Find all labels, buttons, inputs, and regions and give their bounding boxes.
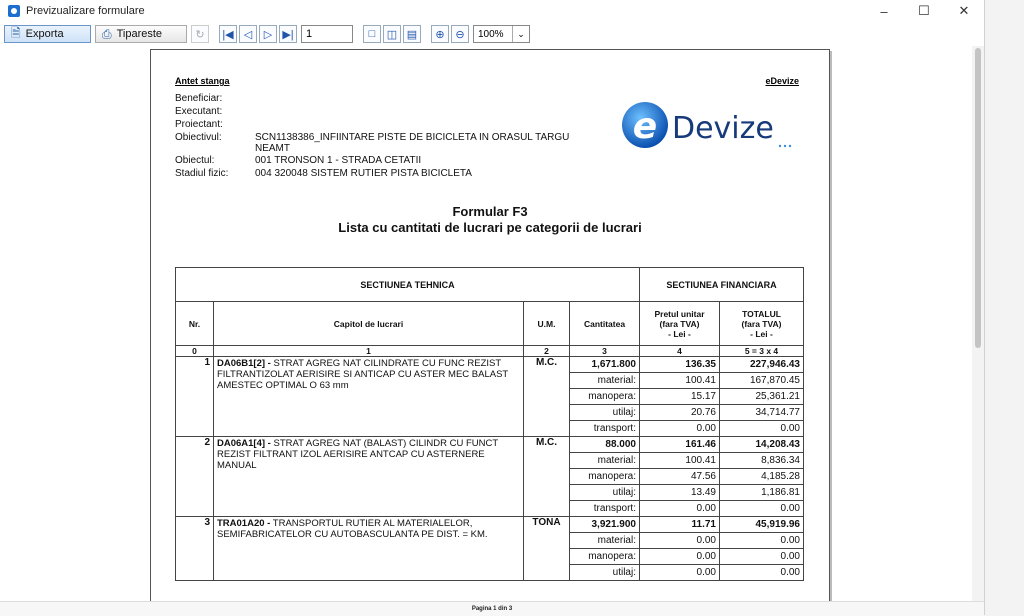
section-fin-header: SECTIUNEA FINANCIARA [640,268,804,302]
breakdown-row: material: 100.41 8,836.34 [176,453,804,469]
app-icon [8,5,20,17]
logo-letter: e [632,106,658,147]
col-um-header: U.M. [524,302,570,346]
item-qty: 1,671.800 [570,357,640,373]
item-qty: 3,921.900 [570,517,640,533]
info-row: Obiectivul: SCN1138386_INFIINTARE PISTE DE BICICLETA IN ORASUL TARGU NEAMT [175,132,570,154]
minimize-button[interactable]: – [880,3,888,19]
last-page-icon[interactable]: ▶| [279,25,297,43]
index-cell: 5 = 3 x 4 [720,346,804,357]
form-subtitle: Lista cu cantitati de lucrari pe categorii de lucrari [338,220,642,235]
section-tech-header: SECTIUNEA TEHNICA [176,268,640,302]
item-price: 136.35 [640,357,720,373]
refresh-icon[interactable]: ↻ [191,25,209,43]
col-unit-price-header: Pretul unitar (fara TVA) - Lei - [640,302,720,346]
project-info [175,92,595,180]
item-description: TRA01A20 - TRANSPORTUL RUTIER AL MATERIALELOR, SEMIFABRICATELOR CU AUTOBASCULANTA PE DIST. = KM. [214,517,524,581]
zoom-out-icon[interactable]: ⊖ [451,25,469,43]
edevize-logo [620,98,800,153]
item-price: 11.71 [640,517,720,533]
info-row: Beneficiar: [175,93,223,104]
close-button[interactable]: ✕ [958,3,970,18]
scrollbar-thumb[interactable] [975,48,981,348]
table-row [176,517,804,533]
table-row [176,357,804,373]
breakdown-row: manopera: 0.00 0.00 [176,549,804,565]
zoom-select[interactable] [473,25,530,43]
breakdown-row: transport: 0.00 0.00 [176,421,804,437]
preview-viewport[interactable] [0,46,984,601]
export-button[interactable] [4,25,91,43]
breakdown-row: manopera: 15.17 25,361.21 [176,389,804,405]
breakdown-row: utilaj: 20.76 34,714.77 [176,405,804,421]
window-title: Previzualizare formulare [26,5,145,17]
toolbar [0,22,984,47]
item-um: M.C. [524,437,570,517]
item-price: 161.46 [640,437,720,453]
window-controls [864,0,984,22]
item-nr: 3 [176,517,214,581]
breakdown-row: utilaj: 13.49 1,186.81 [176,485,804,501]
chevron-down-icon[interactable]: ⌄ [512,26,529,42]
col-qty-header: Cantitatea [570,302,640,346]
info-row: Obiectul: 001 TRONSON 1 - STRADA CETATII [175,155,422,166]
header-right: eDevize [765,76,799,86]
info-row: Proiectant: [175,119,223,130]
item-description: DA06A1[4] - STRAT AGREG NAT (BALAST) CILINDR CU FUNCT REZIST FILTRANT IZOL AERISIRE ANTCAP CU ASTERNERE MANUAL [214,437,524,517]
next-page-icon[interactable]: ▷ [259,25,277,43]
table-row [176,437,804,453]
printer-icon: ⎙ [102,26,112,41]
title-bar [0,0,984,22]
zoom-value: 100% [478,28,504,40]
breakdown-row: manopera: 47.56 4,185.28 [176,469,804,485]
item-qty: 88.000 [570,437,640,453]
export-icon: 🗎 [11,25,21,40]
maximize-button[interactable]: ☐ [918,3,930,18]
page-width-icon[interactable]: ▤ [403,25,421,43]
logo-text: Devize [672,111,774,146]
page-number-input[interactable] [301,25,353,43]
prev-page-icon[interactable]: ◁ [239,25,257,43]
print-button[interactable] [95,25,187,43]
vertical-scrollbar[interactable] [972,46,984,601]
breakdown-row: material: 100.41 167,870.45 [176,373,804,389]
col-chapter-header: Capitol de lucrari [214,302,524,346]
index-cell: 4 [640,346,720,357]
status-bar [0,601,984,616]
item-nr: 2 [176,437,214,517]
zoom-in-icon[interactable]: ⊕ [431,25,449,43]
item-total: 14,208.43 [720,437,804,453]
col-nr-header: Nr. [176,302,214,346]
index-cell: 3 [570,346,640,357]
form-title: Formular F3 [452,204,528,219]
export-label: Exporta [25,28,64,40]
print-label: Tipareste [116,28,163,40]
index-cell: 0 [176,346,214,357]
single-page-icon[interactable]: □ [363,25,381,43]
info-row: Stadiul fizic: 004 320048 SISTEM RUTIER PISTA BICICLETA [175,168,472,179]
page-indicator: Pagina 1 din 3 [471,606,513,612]
index-cell: 2 [524,346,570,357]
item-um: TONA [524,517,570,581]
two-pages-icon[interactable]: ◫ [383,25,401,43]
item-um: M.C. [524,357,570,437]
item-total: 45,919.96 [720,517,804,533]
first-page-icon[interactable]: |◀ [219,25,237,43]
index-cell: 1 [214,346,524,357]
item-nr: 1 [176,357,214,437]
breakdown-row: material: 0.00 0.00 [176,533,804,549]
item-total: 227,946.43 [720,357,804,373]
breakdown-row: utilaj: 0.00 0.00 [176,565,804,581]
breakdown-row: transport: 0.00 0.00 [176,501,804,517]
col-total-header: TOTALUL (fara TVA) - Lei - [720,302,804,346]
report-page [150,49,830,601]
header-left: Antet stanga [175,76,230,86]
item-description: DA06B1[2] - STRAT AGREG NAT CILINDRATE CU FUNC REZIST FILTRANTIZOLAT AERISIRE SI ANTICAP CU ASTER MEC BALAST AMESTEC OPTIMAL O 63 mm [214,357,524,437]
info-row: Executant: [175,106,223,117]
works-table [175,267,804,581]
